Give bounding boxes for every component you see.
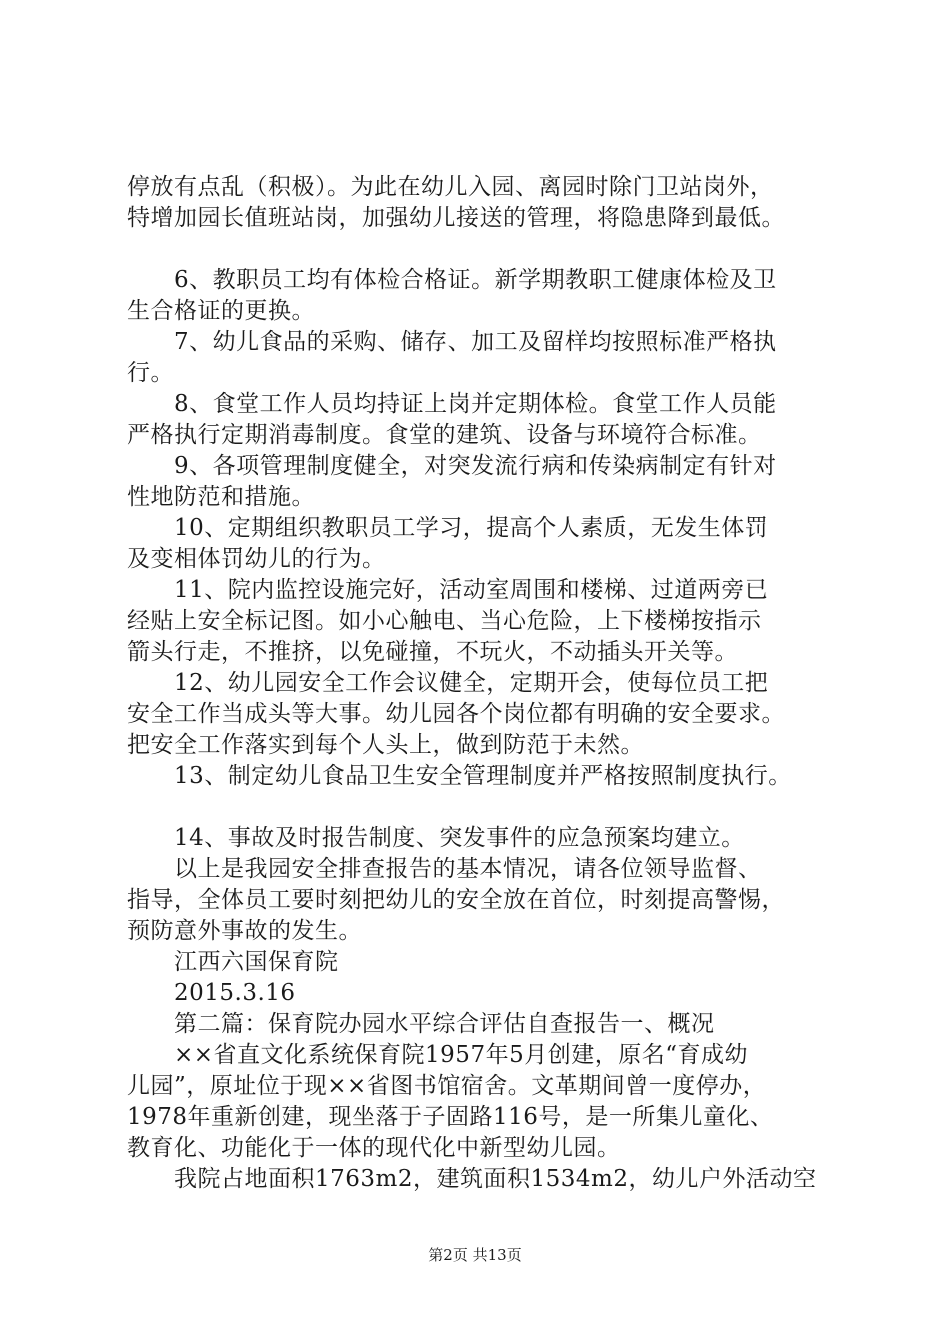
text-line: 6、教职员工均有体检合格证。新学期教职工健康体检及卫 bbox=[174, 267, 777, 293]
text-line: 11、院内监控设施完好，活动室周围和楼梯、过道两旁已 bbox=[174, 577, 769, 603]
text-line: 7、幼儿食品的采购、储存、加工及留样均按照标准严格执 bbox=[174, 329, 777, 355]
text-line: 13、制定幼儿食品卫生安全管理制度并严格按照制度执行。 bbox=[174, 763, 792, 789]
text-line: 预防意外事故的发生。 bbox=[127, 918, 362, 944]
text-line: 性地防范和措施。 bbox=[127, 484, 315, 510]
text-line: 10、定期组织教职员工学习，提高个人素质，无发生体罚 bbox=[174, 515, 769, 541]
text-line: 指导，全体员工要时刻把幼儿的安全放在首位，时刻提高警惕， bbox=[127, 887, 785, 913]
text-line: 严格执行定期消毒制度。食堂的建筑、设备与环境符合标准。 bbox=[127, 422, 762, 448]
page-number-footer: 第2页 共13页 bbox=[428, 1246, 522, 1264]
text-line: 经贴上安全标记图。如小心触电、当心危险，上下楼梯按指示 bbox=[127, 608, 762, 634]
text-line: 我院占地面积1763m2，建筑面积1534m2，幼儿户外活动空 bbox=[174, 1166, 817, 1192]
paragraph-gap bbox=[127, 234, 847, 265]
text-line: 行。 bbox=[127, 360, 174, 386]
text-line: ××省直文化系统保育院1957年5月创建，原名“育成幼 bbox=[174, 1042, 748, 1068]
text-line: 14、事故及时报告制度、突发事件的应急预案均建立。 bbox=[174, 825, 745, 851]
text-line: 安全工作当成头等大事。幼儿园各个岗位都有明确的安全要求。 bbox=[127, 701, 785, 727]
text-line: 停放有点乱（积极）。为此在幼儿入园、离园时除门卫站岗外， bbox=[127, 174, 774, 200]
text-line: 第二篇：保育院办园水平综合评估自查报告一、概况 bbox=[174, 1011, 715, 1037]
document-body bbox=[127, 172, 847, 1195]
text-line: 以上是我园安全排查报告的基本情况，请各位领导监督、 bbox=[174, 856, 762, 882]
text-line: 生合格证的更换。 bbox=[127, 298, 315, 324]
paragraph-gap bbox=[127, 792, 847, 823]
text-line: 江西六国保育院 bbox=[174, 949, 339, 975]
text-line: 9、各项管理制度健全，对突发流行病和传染病制定有针对 bbox=[174, 453, 777, 479]
text-line: 8、食堂工作人员均持证上岗并定期体检。食堂工作人员能 bbox=[174, 391, 777, 417]
text-line: 12、幼儿园安全工作会议健全，定期开会，使每位员工把 bbox=[174, 670, 769, 696]
text-line: 教育化、功能化于一体的现代化中新型幼儿园。 bbox=[127, 1135, 621, 1161]
text-line: 1978年重新创建，现坐落于子固路116号，是一所集儿童化、 bbox=[127, 1104, 774, 1130]
text-line: 及变相体罚幼儿的行为。 bbox=[127, 546, 386, 572]
text-line: 特增加园长值班站岗，加强幼儿接送的管理，将隐患降到最低。 bbox=[127, 205, 785, 231]
text-line: 2015.3.16 bbox=[174, 980, 296, 1006]
text-line: 儿园”，原址位于现××省图书馆宿舍。文革期间曾一度停办， bbox=[127, 1073, 767, 1099]
text-line: 把安全工作落实到每个人头上，做到防范于未然。 bbox=[127, 732, 644, 758]
text-line: 箭头行走，不推挤，以免碰撞，不玩火，不动插头开关等。 bbox=[127, 639, 738, 665]
